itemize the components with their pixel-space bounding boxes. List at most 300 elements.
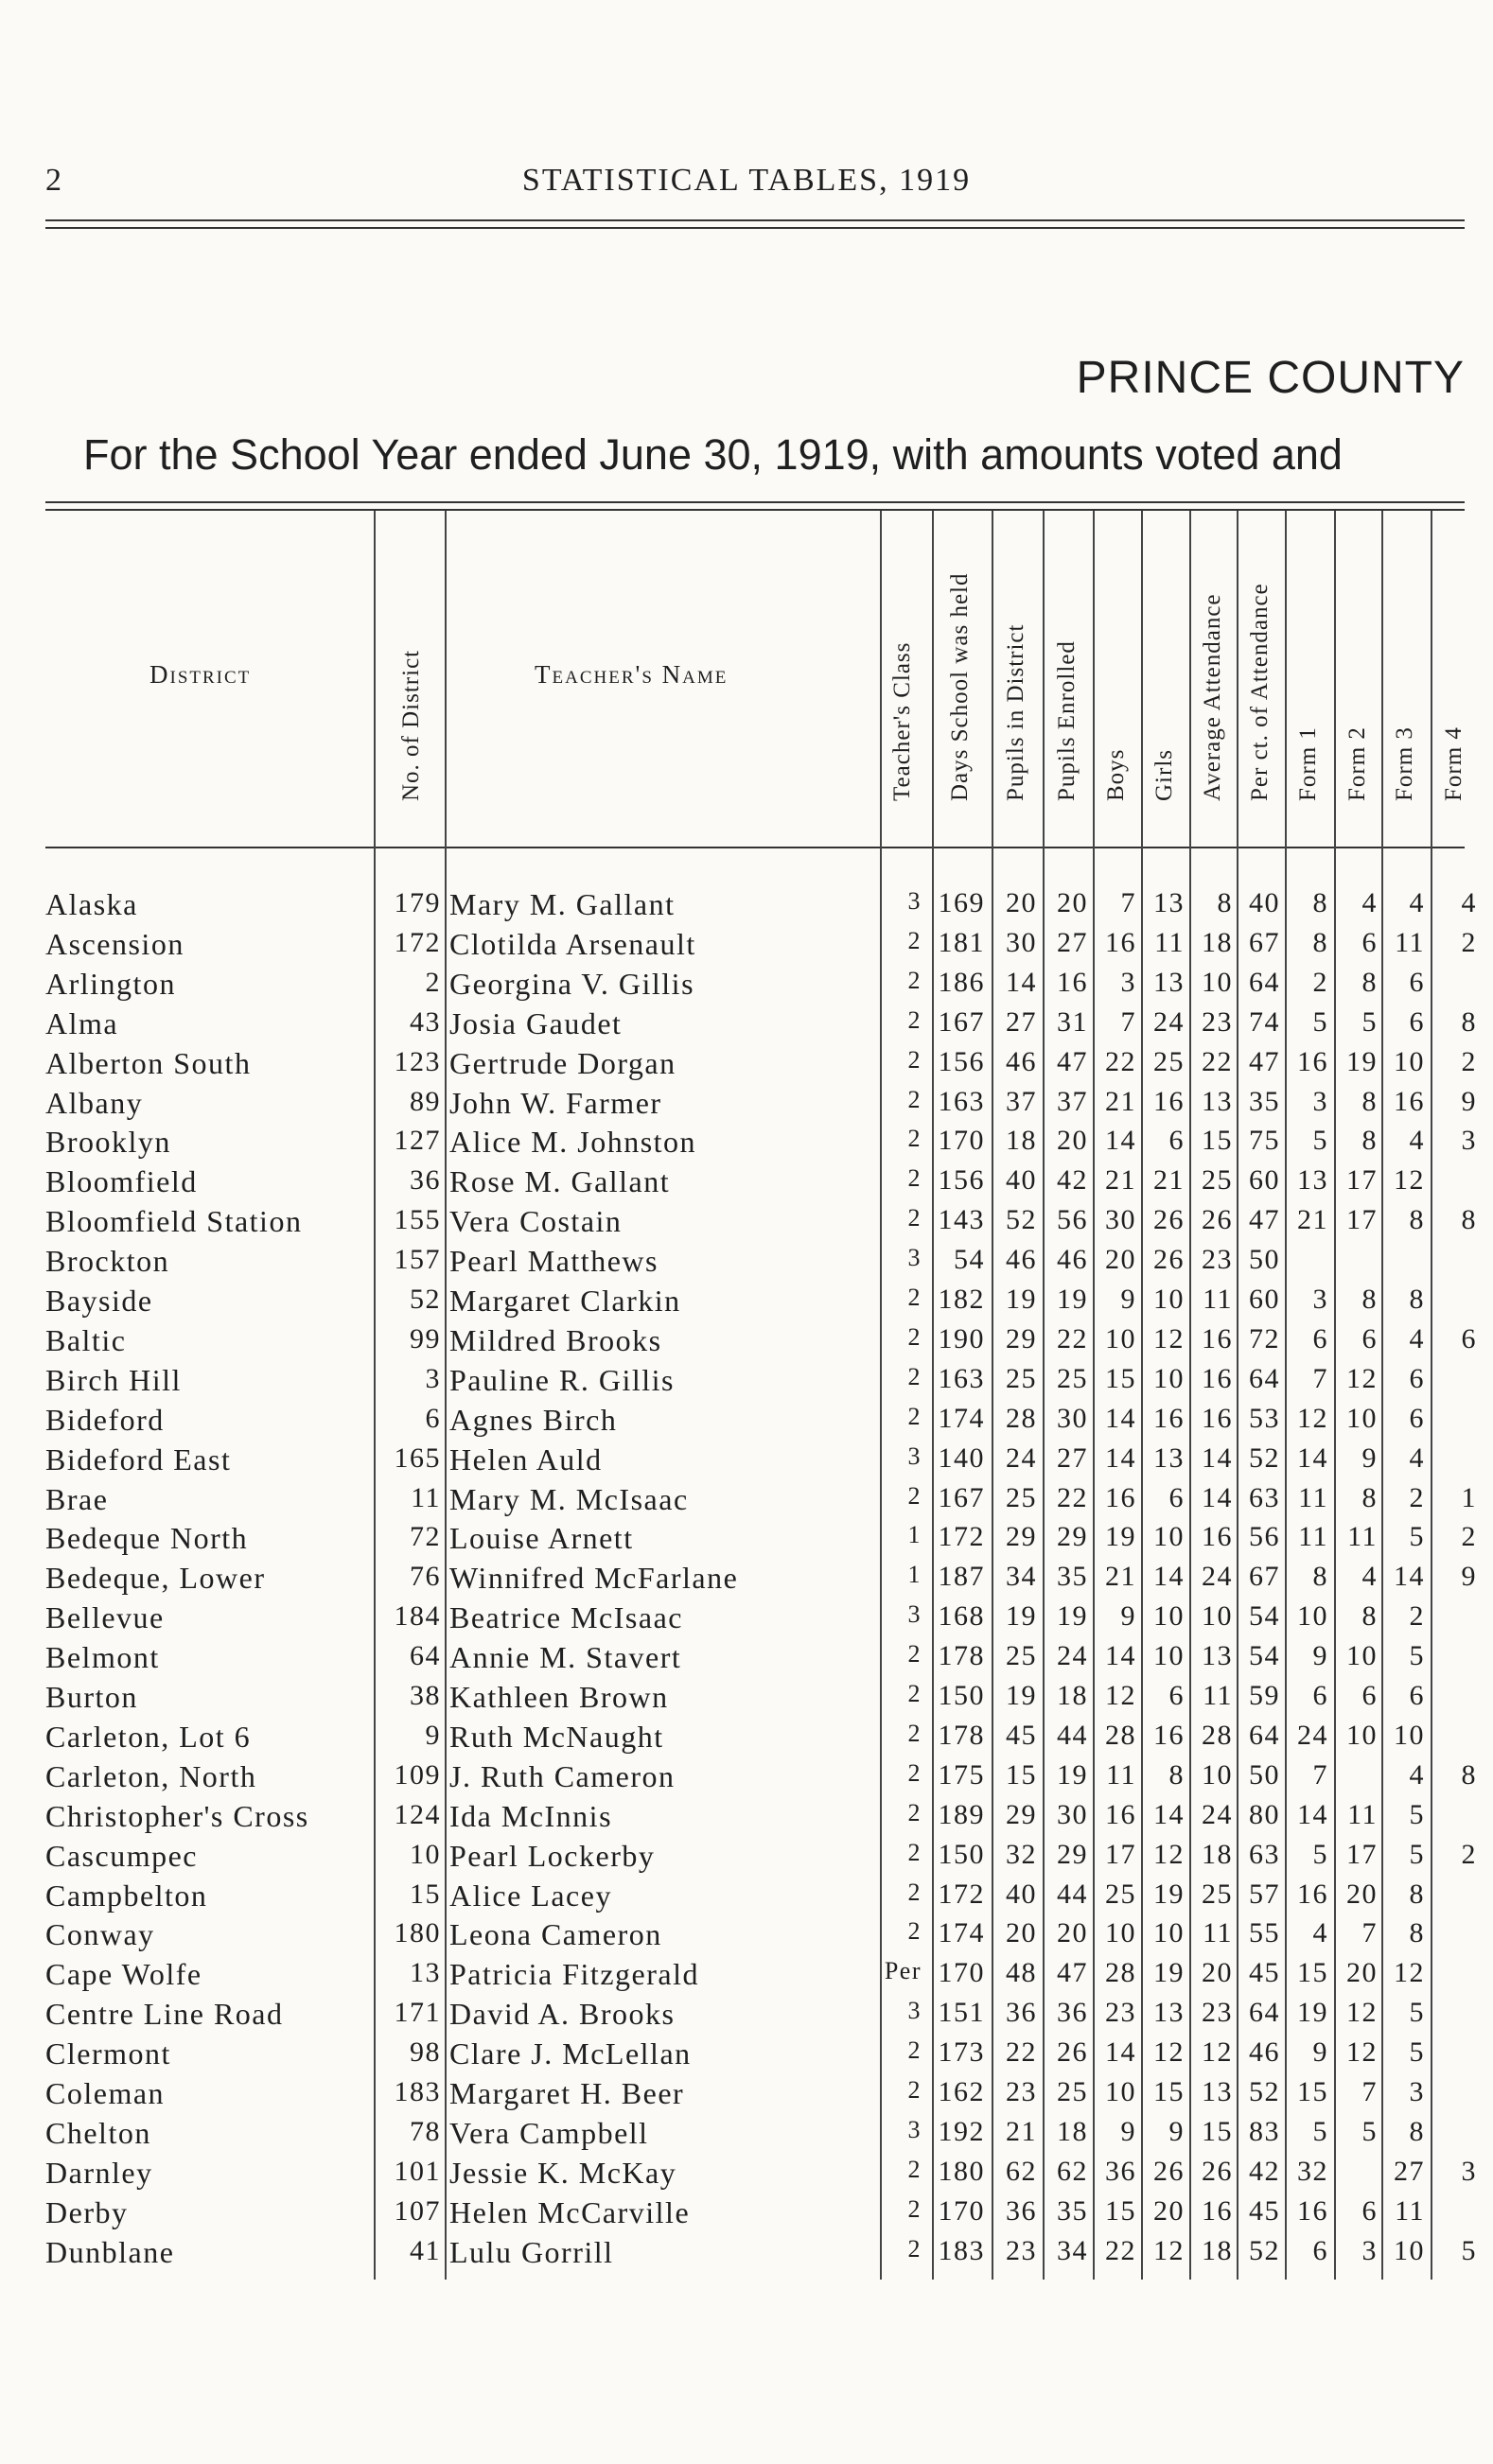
column-header-f1: [1285, 506, 1332, 828]
cell-f3: 2: [1409, 1600, 1425, 1633]
cell-f3: 5: [1409, 1997, 1425, 2029]
cell-girls: 16: [1153, 1085, 1185, 1117]
cell-pid: 40: [1006, 1878, 1037, 1910]
cell-days: 170: [938, 1957, 985, 1989]
cell-cls: 2: [907, 1481, 922, 1510]
cell-pen: 46: [1057, 1244, 1088, 1276]
table-row: [0, 1997, 1493, 2036]
cell-avg: 18: [1202, 1838, 1233, 1870]
district-name: Bedeque North: [45, 1521, 249, 1556]
cell-f1: 7: [1312, 1758, 1328, 1791]
cell-cls: 2: [907, 1402, 922, 1430]
cell-pen: 27: [1057, 926, 1088, 958]
cell-girls: 10: [1153, 1284, 1185, 1315]
cell-f2: 7: [1361, 1917, 1378, 1949]
cell-days: 167: [938, 1481, 985, 1513]
cell-avg: 23: [1202, 1005, 1233, 1038]
cell-pen: 25: [1057, 1362, 1088, 1394]
cell-pct: 54: [1249, 1640, 1280, 1672]
cell-avg: 26: [1202, 2155, 1233, 2187]
district-name: Bloomfield Station: [45, 1204, 303, 1239]
cell-pid: 45: [1006, 1719, 1037, 1751]
cell-f2: 7: [1361, 2076, 1378, 2107]
cell-pen: 20: [1057, 1125, 1088, 1157]
cell-pid: 14: [1006, 966, 1037, 998]
district-number: 64: [410, 1640, 441, 1672]
district-name: Birch Hill: [45, 1362, 182, 1397]
cell-pen: 44: [1057, 1719, 1088, 1751]
cell-avg: 23: [1202, 1244, 1233, 1276]
cell-avg: 10: [1202, 966, 1233, 998]
cell-f2: 12: [1346, 1362, 1378, 1394]
column-header-f4: [1431, 506, 1478, 828]
cell-f1: 16: [1297, 2194, 1328, 2227]
column-header-label: Girls: [1151, 749, 1177, 801]
district-number: 76: [410, 1561, 441, 1593]
cell-f3: 10: [1394, 2234, 1425, 2266]
cell-girls: 19: [1153, 1957, 1185, 1989]
cell-boys: 17: [1105, 1838, 1136, 1870]
cell-days: 178: [938, 1640, 985, 1672]
cell-pen: 25: [1057, 2076, 1088, 2107]
district-name: Burton: [45, 1680, 138, 1714]
cell-days: 169: [938, 887, 985, 918]
column-header-label: Form 1: [1295, 726, 1321, 801]
district-number: 36: [410, 1164, 441, 1197]
cell-boys: 20: [1105, 1244, 1136, 1276]
district-number: 157: [394, 1244, 441, 1276]
cell-boys: 14: [1105, 1640, 1136, 1672]
cell-f1: 16: [1297, 1045, 1328, 1077]
cell-f2: 10: [1346, 1719, 1378, 1751]
column-header-cls: [880, 506, 925, 828]
cell-pct: 45: [1249, 2194, 1280, 2227]
cell-f1: 19: [1297, 1997, 1328, 2029]
district-name: Alberton South: [45, 1045, 252, 1080]
cell-avg: 12: [1202, 2036, 1233, 2069]
cell-f4: 2: [1461, 1521, 1477, 1553]
teacher-name: Helen Auld: [449, 1442, 603, 1477]
district-number: 101: [394, 2155, 441, 2187]
cell-pct: 45: [1249, 1957, 1280, 1989]
column-header-no: [374, 506, 449, 828]
cell-f1: 4: [1312, 1917, 1328, 1949]
district-name: Chelton: [45, 2115, 151, 2150]
cell-pen: 47: [1057, 1957, 1088, 1989]
teacher-name: Rose M. Gallant: [449, 1164, 671, 1199]
cell-days: 183: [938, 2234, 985, 2266]
table-row: [0, 1204, 1493, 1244]
district-number: 99: [410, 1322, 441, 1354]
column-header-label: Average Attendance: [1200, 593, 1225, 801]
table-row: [0, 1600, 1493, 1640]
cell-pid: 52: [1006, 1204, 1037, 1236]
teacher-name: David A. Brooks: [449, 1997, 676, 2032]
cell-f1: 8: [1312, 1561, 1328, 1593]
cell-pen: 42: [1057, 1164, 1088, 1197]
cell-boys: 14: [1105, 1442, 1136, 1474]
cell-f2: 6: [1361, 1680, 1378, 1711]
cell-pct: 57: [1249, 1878, 1280, 1910]
column-header-label: Form 3: [1392, 726, 1417, 801]
cell-pct: 40: [1249, 887, 1280, 918]
cell-pct: 64: [1249, 1997, 1280, 2029]
district-name: Dunblane: [45, 2234, 175, 2269]
cell-girls: 10: [1153, 1521, 1185, 1553]
cell-f1: 5: [1312, 1125, 1328, 1157]
cell-f1: 3: [1312, 1085, 1328, 1117]
cell-f1: 5: [1312, 1838, 1328, 1870]
column-header-district: District: [149, 660, 252, 689]
cell-f2: 20: [1346, 1878, 1378, 1910]
cell-avg: 18: [1202, 926, 1233, 958]
cell-cls: 2: [907, 2036, 922, 2065]
cell-pen: 20: [1057, 887, 1088, 918]
cell-f3: 6: [1409, 1680, 1425, 1711]
table-row: [0, 1284, 1493, 1323]
cell-pid: 29: [1006, 1798, 1037, 1830]
cell-pen: 30: [1057, 1402, 1088, 1434]
cell-boys: 21: [1105, 1561, 1136, 1593]
teacher-name: Helen McCarville: [449, 2194, 691, 2229]
cell-pct: 52: [1249, 2076, 1280, 2107]
cell-f2: 8: [1361, 1085, 1378, 1117]
district-name: Ascension: [45, 926, 184, 961]
district-name: Bloomfield: [45, 1164, 198, 1199]
cell-boys: 30: [1105, 1204, 1136, 1236]
cell-cls: 3: [907, 1600, 922, 1629]
cell-pct: 72: [1249, 1322, 1280, 1354]
cell-girls: 24: [1153, 1005, 1185, 1038]
cell-cls: 3: [907, 887, 922, 915]
header-rule: [45, 227, 1465, 229]
district-number: 109: [394, 1758, 441, 1791]
cell-f2: 10: [1346, 1402, 1378, 1434]
cell-pid: 19: [1006, 1600, 1037, 1633]
table-row: [0, 927, 1493, 967]
cell-cls: 2: [907, 2234, 922, 2263]
district-name: Derby: [45, 2194, 129, 2229]
table-row: [0, 1759, 1493, 1799]
table-row: [0, 1442, 1493, 1482]
cell-girls: 10: [1153, 1917, 1185, 1949]
table-row: [0, 1957, 1493, 1997]
cell-days: 156: [938, 1045, 985, 1077]
cell-avg: 14: [1202, 1481, 1233, 1513]
cell-pid: 21: [1006, 2115, 1037, 2147]
cell-boys: 22: [1105, 1045, 1136, 1077]
district-number: 172: [394, 926, 441, 958]
cell-boys: 14: [1105, 2036, 1136, 2069]
cell-pct: 42: [1249, 2155, 1280, 2187]
cell-f2: 6: [1361, 2194, 1378, 2227]
cell-f2: 20: [1346, 1957, 1378, 1989]
cell-f1: 8: [1312, 926, 1328, 958]
cell-girls: 13: [1153, 887, 1185, 918]
cell-pct: 63: [1249, 1838, 1280, 1870]
column-header-teacher: Teacher's Name: [535, 660, 729, 689]
table-subtitle: For the School Year ended June 30, 1919, with amounts voted and: [83, 430, 1343, 479]
district-name: Baltic: [45, 1322, 127, 1357]
cell-girls: 26: [1153, 1244, 1185, 1276]
teacher-name: Georgina V. Gillis: [449, 966, 695, 1001]
cell-cls: 2: [907, 1164, 922, 1193]
cell-pen: 26: [1057, 2036, 1088, 2069]
district-number: 10: [410, 1838, 441, 1870]
cell-days: 182: [938, 1284, 985, 1315]
cell-f1: 14: [1297, 1798, 1328, 1830]
cell-pct: 64: [1249, 1719, 1280, 1751]
cell-pid: 46: [1006, 1244, 1037, 1276]
cell-boys: 9: [1120, 2115, 1136, 2147]
district-number: 52: [410, 1284, 441, 1315]
district-name: Alma: [45, 1005, 119, 1040]
teacher-name: Margaret H. Beer: [449, 2076, 685, 2110]
cell-f4: 3: [1461, 2155, 1477, 2187]
cell-girls: 13: [1153, 1997, 1185, 2029]
cell-f4: 8: [1461, 1005, 1477, 1038]
cell-pen: 37: [1057, 1085, 1088, 1117]
cell-girls: 20: [1153, 2194, 1185, 2227]
cell-f3: 8: [1409, 1204, 1425, 1236]
cell-days: 170: [938, 2194, 985, 2227]
teacher-name: Louise Arnett: [449, 1521, 634, 1556]
table-row: [0, 1720, 1493, 1759]
district-name: Coleman: [45, 2076, 166, 2110]
district-name: Carleton, Lot 6: [45, 1719, 252, 1754]
cell-avg: 24: [1202, 1561, 1233, 1593]
cell-pid: 36: [1006, 1997, 1037, 2029]
cell-pid: 34: [1006, 1561, 1037, 1593]
cell-pid: 20: [1006, 887, 1037, 918]
district-number: 38: [410, 1680, 441, 1711]
column-header-label: No. of District: [398, 649, 424, 801]
cell-f1: 6: [1312, 1322, 1328, 1354]
district-number: 180: [394, 1917, 441, 1949]
teacher-name: Agnes Birch: [449, 1402, 618, 1437]
table-row: [0, 1917, 1493, 1957]
cell-avg: 10: [1202, 1758, 1233, 1791]
cell-pid: 37: [1006, 1085, 1037, 1117]
cell-avg: 23: [1202, 1997, 1233, 2029]
cell-cls: 1: [907, 1521, 922, 1549]
cell-avg: 11: [1203, 1680, 1233, 1711]
cell-f2: 10: [1346, 1640, 1378, 1672]
column-header-label: Form 4: [1441, 726, 1467, 801]
cell-f3: 6: [1409, 966, 1425, 998]
cell-days: 175: [938, 1758, 985, 1791]
cell-boys: 16: [1105, 926, 1136, 958]
cell-f1: 12: [1297, 1402, 1328, 1434]
cell-f3: 5: [1409, 1640, 1425, 1672]
cell-f1: 9: [1312, 1640, 1328, 1672]
cell-pid: 23: [1006, 2234, 1037, 2266]
cell-pct: 52: [1249, 1442, 1280, 1474]
cell-avg: 16: [1202, 1322, 1233, 1354]
column-header-pen: [1043, 506, 1092, 828]
cell-f4: 5: [1461, 2234, 1477, 2266]
column-header-f2: [1334, 506, 1381, 828]
cell-f2: 12: [1346, 1997, 1378, 2029]
district-number: 184: [394, 1600, 441, 1633]
cell-days: 189: [938, 1798, 985, 1830]
running-head: [0, 163, 1493, 201]
district-number: 13: [410, 1957, 441, 1989]
page-number: 2: [45, 163, 63, 198]
cell-pid: 19: [1006, 1680, 1037, 1711]
cell-f3: 4: [1409, 1125, 1425, 1157]
cell-f4: 2: [1461, 926, 1477, 958]
table-row: [0, 2235, 1493, 2275]
district-number: 89: [410, 1085, 441, 1117]
cell-f2: 6: [1361, 926, 1378, 958]
cell-cls: 2: [907, 1125, 922, 1153]
cell-avg: 16: [1202, 1362, 1233, 1394]
cell-f2: 9: [1361, 1442, 1378, 1474]
cell-boys: 15: [1105, 1362, 1136, 1394]
cell-pct: 74: [1249, 1005, 1280, 1038]
teacher-name: Annie M. Stavert: [449, 1640, 682, 1675]
cell-boys: 7: [1120, 887, 1136, 918]
cell-pen: 20: [1057, 1917, 1088, 1949]
cell-f2: 3: [1361, 2234, 1378, 2266]
cell-pid: 24: [1006, 1442, 1037, 1474]
cell-girls: 25: [1153, 1045, 1185, 1077]
district-number: 3: [425, 1362, 441, 1394]
cell-boys: 19: [1105, 1521, 1136, 1553]
cell-days: 143: [938, 1204, 985, 1236]
teacher-name: Jessie K. McKay: [449, 2155, 677, 2190]
teacher-name: Gertrude Dorgan: [449, 1045, 676, 1080]
district-name: Centre Line Road: [45, 1997, 284, 2032]
cell-pct: 67: [1249, 1561, 1280, 1593]
district-name: Brockton: [45, 1244, 170, 1279]
teacher-name: Pauline R. Gillis: [449, 1362, 675, 1397]
cell-pct: 60: [1249, 1284, 1280, 1315]
teacher-name: Alice Lacey: [449, 1878, 612, 1913]
cell-pct: 80: [1249, 1798, 1280, 1830]
district-name: Darnley: [45, 2155, 153, 2190]
district-name: Belmont: [45, 1640, 160, 1675]
cell-f1: 8: [1312, 887, 1328, 918]
teacher-name: Winnifred McFarlane: [449, 1561, 739, 1596]
cell-cls: 3: [907, 1244, 922, 1272]
cell-f1: 5: [1312, 2115, 1328, 2147]
cell-f3: 4: [1409, 1442, 1425, 1474]
cell-f3: 10: [1394, 1045, 1425, 1077]
teacher-name: J. Ruth Cameron: [449, 1758, 676, 1793]
cell-avg: 16: [1202, 1402, 1233, 1434]
cell-girls: 6: [1168, 1481, 1185, 1513]
teacher-name: Kathleen Brown: [449, 1680, 669, 1714]
table-row: [0, 1640, 1493, 1680]
cell-f3: 14: [1394, 1561, 1425, 1593]
cell-f1: 10: [1297, 1600, 1328, 1633]
cell-avg: 10: [1202, 1600, 1233, 1633]
cell-f3: 4: [1409, 887, 1425, 918]
cell-cls: 3: [907, 2115, 922, 2143]
table-row: [0, 1839, 1493, 1879]
cell-f2: 8: [1361, 1284, 1378, 1315]
cell-f3: 6: [1409, 1005, 1425, 1038]
cell-f1: 9: [1312, 2036, 1328, 2069]
district-name: Clermont: [45, 2036, 171, 2071]
column-header-avg: [1189, 506, 1237, 828]
table-row: [0, 1244, 1493, 1284]
teacher-name: Pearl Lockerby: [449, 1838, 656, 1873]
cell-pen: 18: [1057, 2115, 1088, 2147]
cell-boys: 10: [1105, 1917, 1136, 1949]
cell-pct: 59: [1249, 1680, 1280, 1711]
cell-f1: 13: [1297, 1164, 1328, 1197]
cell-f1: 2: [1312, 966, 1328, 998]
header-bottom-rule: [45, 847, 1465, 848]
district-name: Carleton, North: [45, 1758, 257, 1793]
cell-f3: 12: [1394, 1957, 1425, 1989]
cell-f3: 6: [1409, 1362, 1425, 1394]
cell-days: 168: [938, 1600, 985, 1633]
cell-girls: 10: [1153, 1640, 1185, 1672]
district-name: Bideford: [45, 1402, 165, 1437]
district-number: 15: [410, 1878, 441, 1910]
cell-f1: 24: [1297, 1719, 1328, 1751]
cell-pen: 18: [1057, 1680, 1088, 1711]
cell-boys: 9: [1120, 1284, 1136, 1315]
cell-boys: 21: [1105, 1164, 1136, 1197]
cell-f1: 16: [1297, 1878, 1328, 1910]
district-number: 9: [425, 1719, 441, 1751]
cell-pid: 32: [1006, 1838, 1037, 1870]
cell-girls: 15: [1153, 2076, 1185, 2107]
cell-f2: 11: [1347, 1521, 1378, 1553]
cell-pid: 25: [1006, 1481, 1037, 1513]
cell-f2: 17: [1346, 1204, 1378, 1236]
cell-f1: 11: [1298, 1481, 1328, 1513]
cell-boys: 21: [1105, 1085, 1136, 1117]
cell-f2: 12: [1346, 2036, 1378, 2069]
cell-avg: 22: [1202, 1045, 1233, 1077]
cell-girls: 6: [1168, 1680, 1185, 1711]
cell-pid: 36: [1006, 2194, 1037, 2227]
cell-avg: 28: [1202, 1719, 1233, 1751]
district-name: Arlington: [45, 966, 176, 1001]
district-name: Albany: [45, 1085, 144, 1120]
district-name: Campbelton: [45, 1878, 208, 1913]
cell-f3: 10: [1394, 1719, 1425, 1751]
column-header-label: Form 2: [1344, 726, 1370, 801]
cell-avg: 24: [1202, 1798, 1233, 1830]
district-number: 124: [394, 1798, 441, 1830]
table-row: [0, 1086, 1493, 1126]
cell-f4: 6: [1461, 1322, 1477, 1354]
cell-pen: 30: [1057, 1798, 1088, 1830]
teacher-name: Mildred Brooks: [449, 1322, 662, 1357]
cell-f2: 19: [1346, 1045, 1378, 1077]
cell-f2: 5: [1361, 2115, 1378, 2147]
cell-f1: 11: [1298, 1521, 1328, 1553]
cell-pct: 64: [1249, 966, 1280, 998]
teacher-name: Josia Gaudet: [449, 1005, 623, 1040]
cell-cls: Per: [884, 1957, 922, 1985]
cell-cls: 2: [907, 1758, 922, 1787]
cell-days: 150: [938, 1680, 985, 1711]
column-header-girls: [1141, 506, 1188, 828]
cell-boys: 9: [1120, 1600, 1136, 1633]
cell-pid: 30: [1006, 926, 1037, 958]
teacher-name: Clare J. McLellan: [449, 2036, 692, 2071]
district-number: 179: [394, 887, 441, 918]
cell-pid: 29: [1006, 1322, 1037, 1354]
